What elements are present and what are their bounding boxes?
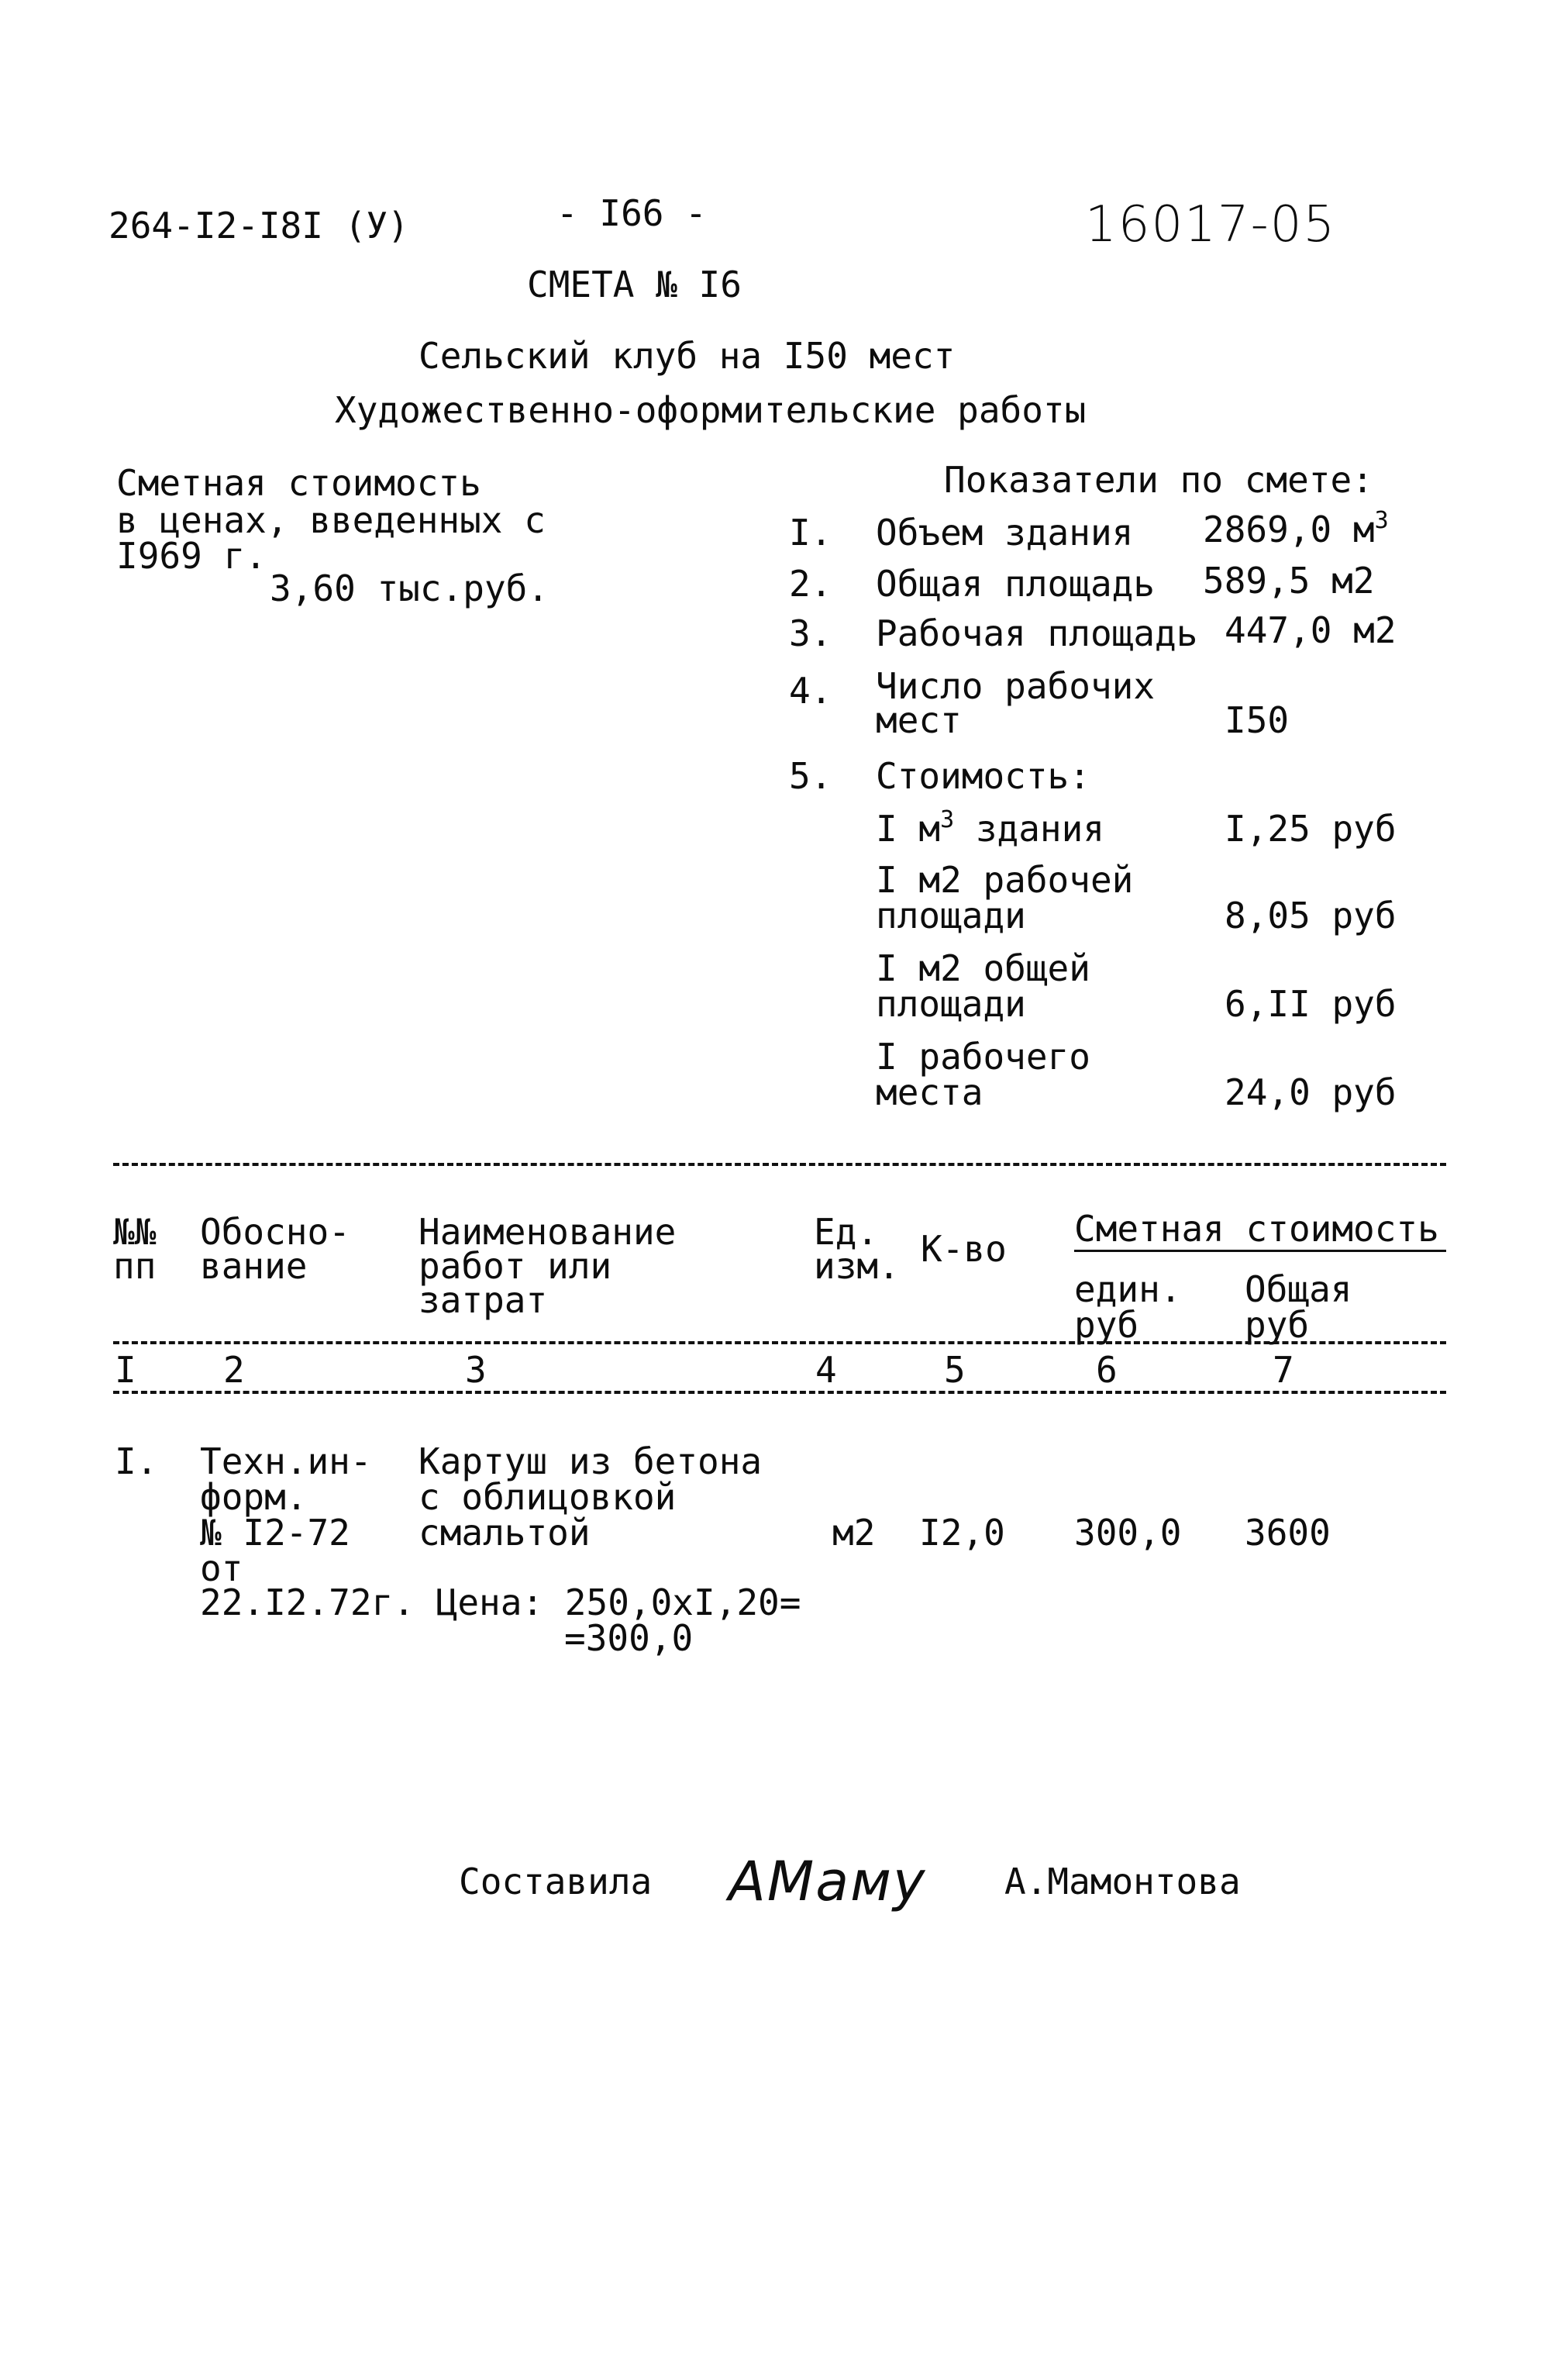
row-basis: Техн.ин- — [200, 1440, 372, 1482]
archive-number: 16017-05 — [1085, 196, 1337, 254]
indicator-value: 589,5 м2 — [1203, 560, 1375, 602]
col-header-basis: вание — [200, 1245, 308, 1287]
col-header-unit: изм. — [814, 1245, 900, 1287]
indicator-name: Общая площадь — [876, 563, 1156, 605]
column-number: I — [115, 1349, 136, 1391]
col-header-num: №№ — [113, 1211, 157, 1253]
column-number: 4 — [815, 1349, 837, 1391]
cost-label-3: I969 г. — [116, 535, 267, 577]
indicator-num: 5. — [789, 755, 832, 797]
col-header-total-price: Общая — [1245, 1268, 1352, 1310]
column-number-rule — [113, 1391, 1446, 1394]
indicator-name: мест — [876, 699, 962, 741]
unit-cost-value: 6,II руб — [1225, 983, 1397, 1025]
row-price-note: 22.I2.72г. Цена: 250,0хI,20= — [200, 1581, 801, 1623]
indicator-num: I. — [789, 512, 832, 554]
indicator-value: 447,0 м2 — [1225, 609, 1397, 651]
table-top-rule — [113, 1163, 1446, 1166]
column-number: 3 — [465, 1349, 487, 1391]
row-work-name: Картуш из бетона — [419, 1440, 763, 1482]
header-rule — [113, 1341, 1446, 1344]
row-work-name: смальтой — [419, 1512, 591, 1554]
col-header-name: затрат — [419, 1279, 548, 1321]
unit-cost-name: места — [876, 1071, 983, 1113]
estimate-title: СМЕТА № I6 — [527, 264, 742, 305]
indicators-heading: Показатели по смете: — [944, 459, 1373, 501]
row-total: 3600 — [1245, 1512, 1331, 1554]
row-work-name: с облицовкой — [419, 1476, 677, 1518]
unit-cost-name: I м2 общей — [876, 947, 1090, 989]
row-unit: м2 — [832, 1512, 876, 1554]
col-header-cost-group: Сметная стоимость — [1074, 1208, 1439, 1250]
row-quantity: I2,0 — [919, 1512, 1005, 1554]
col-header-basis: Обосно- — [200, 1211, 350, 1253]
col-header-name: работ или — [419, 1245, 612, 1287]
row-basis: от — [200, 1547, 243, 1589]
document-code: 264-I2-I8I (У) — [109, 205, 409, 247]
cost-group-underline — [1074, 1250, 1446, 1252]
unit-cost-name: I рабочего — [876, 1036, 1090, 1078]
indicator-name: Рабочая площадь — [876, 612, 1198, 654]
indicator-name: Стоимость: — [876, 755, 1090, 797]
indicator-name: Объем здания — [876, 512, 1134, 554]
indicator-num: 4. — [789, 670, 832, 712]
object-title: Сельский клуб на I50 мест — [419, 335, 956, 377]
unit-cost-name: площади — [876, 983, 1026, 1025]
indicator-value: I50 — [1225, 699, 1290, 741]
unit-cost-name: I м2 рабочей — [876, 859, 1134, 901]
cost-label-1: Сметная стоимость — [116, 462, 481, 504]
unit-cost-value: 24,0 руб — [1225, 1071, 1397, 1113]
row-number: I. — [115, 1440, 158, 1482]
row-price-note: =300,0 — [564, 1617, 694, 1659]
unit-cost-value: 8,05 руб — [1225, 895, 1397, 936]
column-number: 2 — [223, 1349, 245, 1391]
indicator-name: Число рабочих — [876, 665, 1156, 707]
indicator-value: 2869,0 $м^3$ — [1203, 507, 1389, 550]
row-basis: № I2-72 — [200, 1512, 350, 1554]
signature: АМаму — [729, 1850, 927, 1913]
cost-label-2: в ценах, введенных с — [116, 499, 546, 541]
column-number: 6 — [1096, 1349, 1118, 1391]
row-basis: форм. — [200, 1476, 308, 1518]
unit-cost-value: I,25 руб — [1225, 808, 1397, 850]
col-header-qty: К-во — [921, 1228, 1007, 1270]
col-header-unit: Ед. — [814, 1211, 879, 1253]
cost-amount: 3,60 тыс.руб. — [270, 567, 549, 609]
works-title: Художественно-оформительские работы — [335, 389, 1087, 431]
indicator-num: 3. — [789, 612, 832, 654]
unit-cost-name: площади — [876, 895, 1026, 936]
compiler-name: А.Мамонтова — [1004, 1861, 1241, 1902]
page-number: - I66 - — [556, 192, 707, 234]
col-header-num: пп — [113, 1245, 157, 1287]
unit-cost-name: I $м^3$ здания — [876, 806, 1105, 850]
column-number: 7 — [1273, 1349, 1294, 1391]
col-header-name: Наименование — [419, 1211, 677, 1253]
indicator-num: 2. — [789, 563, 832, 605]
col-header-total-price: руб — [1245, 1304, 1310, 1346]
column-number: 5 — [944, 1349, 966, 1391]
col-header-unit-price: руб — [1074, 1304, 1139, 1346]
col-header-unit-price: един. — [1074, 1268, 1182, 1310]
compiled-label: Составила — [459, 1861, 653, 1902]
row-unit-price: 300,0 — [1074, 1512, 1182, 1554]
